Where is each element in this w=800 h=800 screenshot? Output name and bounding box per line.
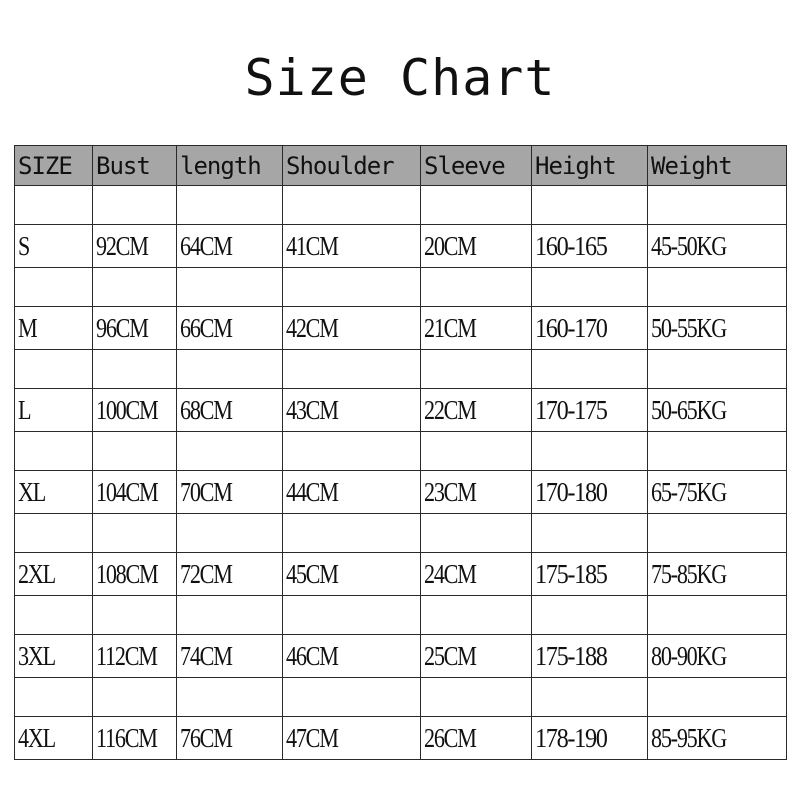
- empty-cell: [648, 350, 787, 389]
- length-value: 64CM: [180, 230, 232, 261]
- header-weight: Weight: [648, 146, 787, 186]
- length-cell: [177, 225, 283, 268]
- weight-value: 75-85KG: [651, 558, 727, 589]
- weight-cell: [648, 553, 787, 596]
- size-value: 4XL: [18, 722, 55, 753]
- sleeve-value: 25CM: [424, 640, 476, 671]
- shoulder-cell: [283, 471, 421, 514]
- empty-cell: [177, 678, 283, 717]
- table-row: [15, 553, 787, 596]
- length-value: 72CM: [180, 558, 232, 589]
- empty-cell: [532, 514, 648, 553]
- shoulder-value: 43CM: [286, 394, 338, 425]
- sleeve-cell: [421, 635, 532, 678]
- empty-cell: [15, 350, 93, 389]
- sleeve-value: 24CM: [424, 558, 476, 589]
- weight-value: 50-55KG: [651, 312, 727, 343]
- length-value: 70CM: [180, 476, 232, 507]
- empty-cell: [283, 350, 421, 389]
- empty-cell: [648, 514, 787, 553]
- shoulder-value: 45CM: [286, 558, 338, 589]
- shoulder-value: 46CM: [286, 640, 338, 671]
- size-value: M: [18, 312, 37, 343]
- size-chart-title: Size Chart: [244, 49, 556, 107]
- size-cell: [15, 307, 93, 350]
- bust-cell: [93, 553, 177, 596]
- empty-cell: [15, 596, 93, 635]
- length-value: 76CM: [180, 722, 232, 753]
- table-spacer-row: [15, 268, 787, 307]
- empty-cell: [93, 596, 177, 635]
- length-value: 74CM: [180, 640, 232, 671]
- empty-cell: [421, 432, 532, 471]
- table-body: [15, 186, 787, 760]
- empty-cell: [648, 186, 787, 225]
- empty-cell: [421, 596, 532, 635]
- bust-cell: [93, 635, 177, 678]
- empty-cell: [177, 268, 283, 307]
- sleeve-cell: [421, 717, 532, 760]
- table-row: [15, 471, 787, 514]
- height-cell: [532, 635, 648, 678]
- table-spacer-row: [15, 350, 787, 389]
- empty-cell: [15, 432, 93, 471]
- table-spacer-row: [15, 678, 787, 717]
- empty-cell: [15, 186, 93, 225]
- header-size: SIZE: [15, 146, 93, 186]
- table-row: [15, 635, 787, 678]
- height-value: 170-175: [535, 394, 607, 425]
- length-value: 68CM: [180, 394, 232, 425]
- size-chart-table: [14, 145, 787, 760]
- empty-cell: [532, 678, 648, 717]
- empty-cell: [283, 514, 421, 553]
- length-cell: [177, 307, 283, 350]
- empty-cell: [177, 514, 283, 553]
- bust-value: 96CM: [96, 312, 148, 343]
- table-row: [15, 307, 787, 350]
- shoulder-value: 47CM: [286, 722, 338, 753]
- header-bust: Bust: [93, 146, 177, 186]
- weight-cell: [648, 471, 787, 514]
- weight-value: 50-65KG: [651, 394, 727, 425]
- empty-cell: [283, 268, 421, 307]
- bust-value: 92CM: [96, 230, 148, 261]
- size-value: S: [18, 230, 30, 261]
- weight-cell: [648, 635, 787, 678]
- shoulder-cell: [283, 635, 421, 678]
- empty-cell: [93, 678, 177, 717]
- table-row: [15, 389, 787, 432]
- empty-cell: [421, 678, 532, 717]
- length-cell: [177, 389, 283, 432]
- sleeve-cell: [421, 553, 532, 596]
- bust-value: 100CM: [96, 394, 158, 425]
- size-cell: [15, 225, 93, 268]
- height-cell: [532, 307, 648, 350]
- bust-cell: [93, 225, 177, 268]
- empty-cell: [283, 186, 421, 225]
- sleeve-value: 21CM: [424, 312, 476, 343]
- table-row: [15, 225, 787, 268]
- empty-cell: [177, 596, 283, 635]
- empty-cell: [648, 678, 787, 717]
- header-shoulder: Shoulder: [283, 146, 421, 186]
- size-cell: [15, 553, 93, 596]
- sleeve-value: 22CM: [424, 394, 476, 425]
- length-cell: [177, 635, 283, 678]
- height-cell: [532, 389, 648, 432]
- empty-cell: [421, 350, 532, 389]
- height-value: 160-165: [535, 230, 607, 261]
- shoulder-cell: [283, 307, 421, 350]
- empty-cell: [93, 350, 177, 389]
- height-value: 160-170: [535, 312, 607, 343]
- height-cell: [532, 717, 648, 760]
- bust-value: 116CM: [96, 722, 157, 753]
- table-spacer-row: [15, 514, 787, 553]
- shoulder-cell: [283, 389, 421, 432]
- sleeve-cell: [421, 307, 532, 350]
- empty-cell: [93, 432, 177, 471]
- empty-cell: [93, 514, 177, 553]
- empty-cell: [532, 186, 648, 225]
- size-cell: [15, 389, 93, 432]
- weight-value: 45-50KG: [651, 230, 727, 261]
- height-value: 170-180: [535, 476, 607, 507]
- bust-cell: [93, 389, 177, 432]
- sleeve-cell: [421, 225, 532, 268]
- bust-cell: [93, 717, 177, 760]
- empty-cell: [93, 186, 177, 225]
- empty-cell: [15, 678, 93, 717]
- empty-cell: [93, 268, 177, 307]
- bust-cell: [93, 307, 177, 350]
- bust-value: 104CM: [96, 476, 158, 507]
- bust-value: 108CM: [96, 558, 158, 589]
- empty-cell: [15, 514, 93, 553]
- empty-cell: [648, 432, 787, 471]
- shoulder-cell: [283, 553, 421, 596]
- sleeve-value: 20CM: [424, 230, 476, 261]
- empty-cell: [177, 186, 283, 225]
- size-cell: [15, 635, 93, 678]
- weight-value: 80-90KG: [651, 640, 727, 671]
- size-value: 2XL: [18, 558, 55, 589]
- weight-cell: [648, 307, 787, 350]
- empty-cell: [177, 432, 283, 471]
- shoulder-value: 42CM: [286, 312, 338, 343]
- sleeve-cell: [421, 389, 532, 432]
- height-value: 175-188: [535, 640, 607, 671]
- table-spacer-row: [15, 596, 787, 635]
- weight-cell: [648, 389, 787, 432]
- weight-cell: [648, 225, 787, 268]
- size-value: L: [18, 394, 31, 425]
- shoulder-value: 44CM: [286, 476, 338, 507]
- size-value: 3XL: [18, 640, 55, 671]
- height-cell: [532, 471, 648, 514]
- bust-cell: [93, 471, 177, 514]
- table-header-row: [15, 146, 787, 186]
- length-cell: [177, 717, 283, 760]
- height-value: 178-190: [535, 722, 607, 753]
- empty-cell: [283, 432, 421, 471]
- length-cell: [177, 553, 283, 596]
- empty-cell: [532, 596, 648, 635]
- empty-cell: [15, 268, 93, 307]
- weight-value: 85-95KG: [651, 722, 727, 753]
- weight-cell: [648, 717, 787, 760]
- shoulder-cell: [283, 717, 421, 760]
- length-cell: [177, 471, 283, 514]
- header-length: length: [177, 146, 283, 186]
- empty-cell: [177, 350, 283, 389]
- empty-cell: [421, 514, 532, 553]
- empty-cell: [421, 186, 532, 225]
- table-spacer-row: [15, 432, 787, 471]
- empty-cell: [532, 350, 648, 389]
- empty-cell: [283, 596, 421, 635]
- height-cell: [532, 553, 648, 596]
- empty-cell: [648, 268, 787, 307]
- empty-cell: [648, 596, 787, 635]
- length-value: 66CM: [180, 312, 232, 343]
- size-cell: [15, 717, 93, 760]
- height-cell: [532, 225, 648, 268]
- table-spacer-row: [15, 186, 787, 225]
- empty-cell: [421, 268, 532, 307]
- weight-value: 65-75KG: [651, 476, 727, 507]
- empty-cell: [283, 678, 421, 717]
- sleeve-value: 26CM: [424, 722, 476, 753]
- header-height: Height: [532, 146, 648, 186]
- shoulder-value: 41CM: [286, 230, 338, 261]
- shoulder-cell: [283, 225, 421, 268]
- empty-cell: [532, 268, 648, 307]
- size-value: XL: [18, 476, 46, 507]
- height-value: 175-185: [535, 558, 607, 589]
- empty-cell: [532, 432, 648, 471]
- bust-value: 112CM: [96, 640, 157, 671]
- table-row: [15, 717, 787, 760]
- size-cell: [15, 471, 93, 514]
- header-sleeve: Sleeve: [421, 146, 532, 186]
- sleeve-cell: [421, 471, 532, 514]
- sleeve-value: 23CM: [424, 476, 476, 507]
